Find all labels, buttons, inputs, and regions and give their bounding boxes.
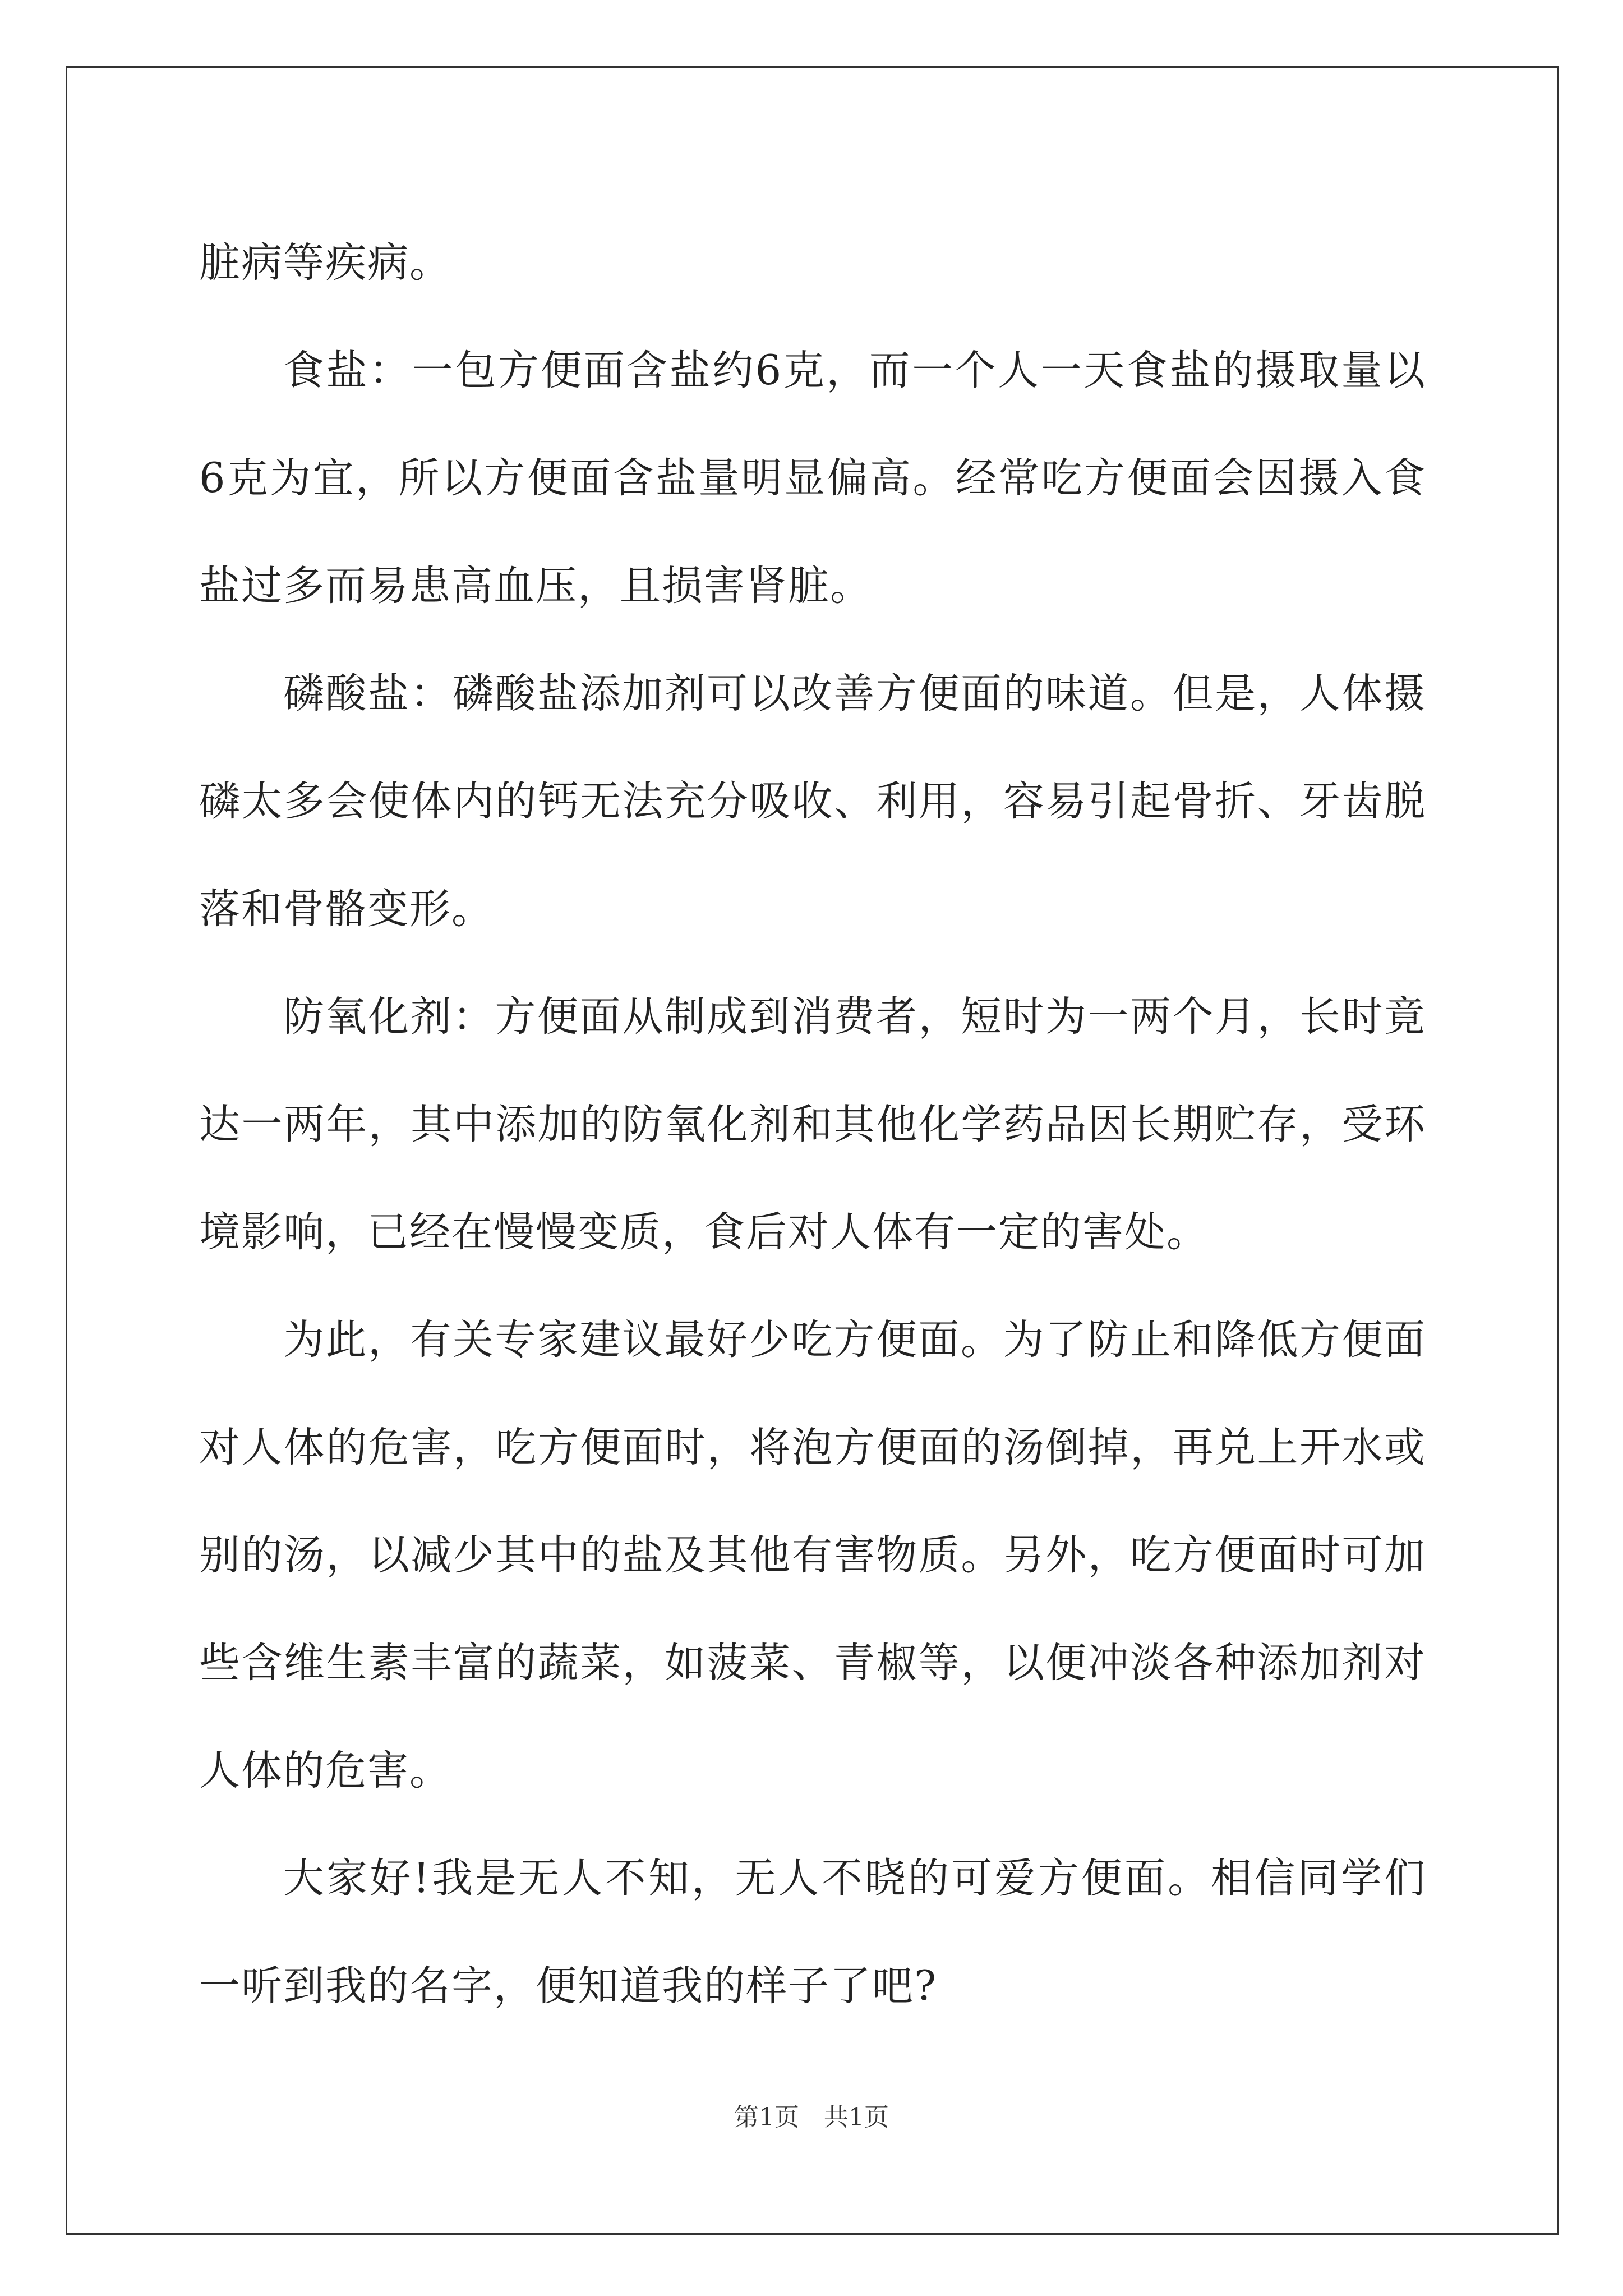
paragraph-continuation: 脏病等疾病。	[199, 239, 451, 287]
paragraph-intro: 大家好!我是无人不知，无人不晓的可爱方便面。相信同学们一听到我的名字，便知道我的样子了吧?	[199, 1855, 1426, 2010]
page-footer	[0, 2097, 1623, 2133]
paragraph-salt: 食盐：一包方便面含盐约6克，而一个人一天食盐的摄取量以6克为宜，所以方便面含盐量明显偏高。经常吃方便面会因摄入食盐过多而易患高血压，且损害肾脏。	[199, 347, 1426, 610]
paragraph-antioxidant: 防氧化剂：方便面从制成到消费者，短时为一两个月，长时竟达一两年，其中添加的防氧化剂和其他化学药品因长期贮存，受环境影响，已经在慢慢变质，食后对人体有一定的害处。	[199, 993, 1426, 1256]
page-number: 第1页	[734, 2103, 799, 2132]
document-body	[199, 209, 1426, 2040]
paragraph-phosphate: 磷酸盐：磷酸盐添加剂可以改善方便面的味道。但是，人体摄磷太多会使体内的钙无法充分吸收、利用，容易引起骨折、牙齿脱落和骨骼变形。	[199, 670, 1426, 933]
page-total: 共1页	[824, 2103, 889, 2132]
paragraph-advice: 为此，有关专家建议最好少吃方便面。为了防止和降低方便面对人体的危害，吃方便面时，将泡方便面的汤倒掉，再兑上开水或别的汤，以减少其中的盐及其他有害物质。另外，吃方便面时可加些含维生素丰富的蔬菜，如菠菜、青椒等，以便冲淡各种添加剂对人体的危害。	[199, 1316, 1426, 1795]
